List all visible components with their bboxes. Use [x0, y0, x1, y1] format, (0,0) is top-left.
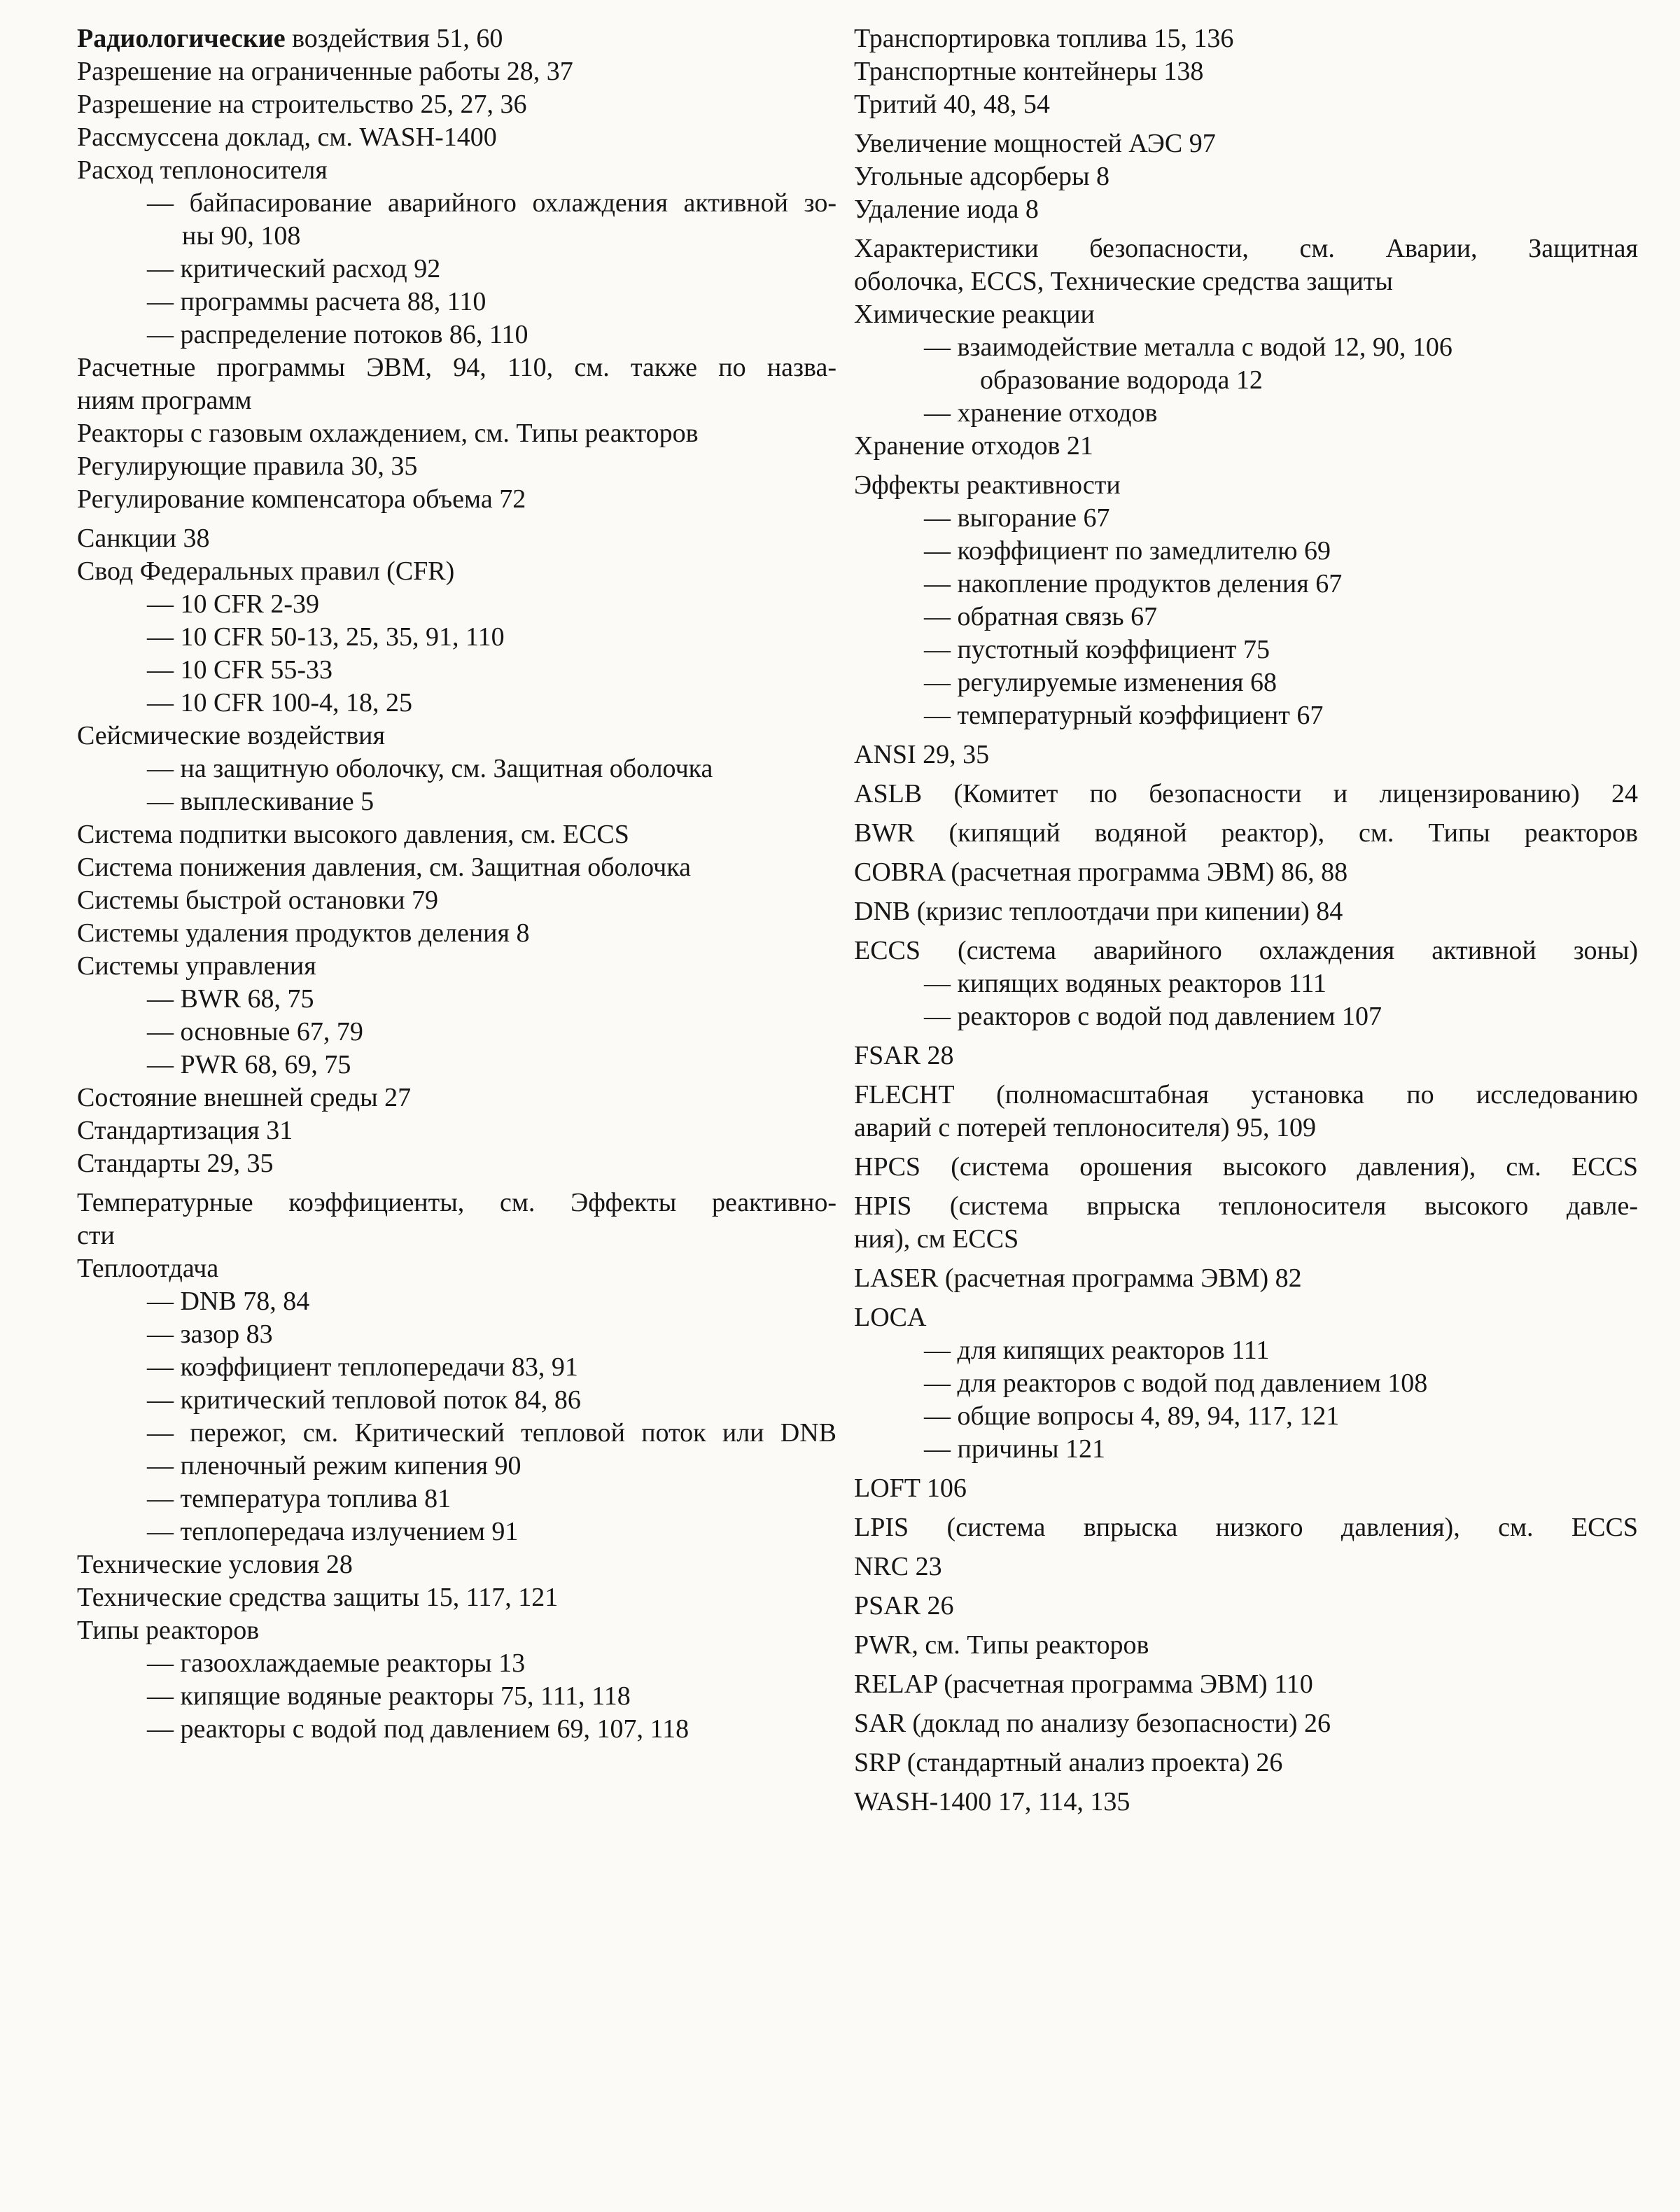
index-subentry	[854, 1000, 1638, 1033]
index-entry	[854, 469, 1638, 502]
index-line: — общие вопросы 4, 89, 94, 117, 121	[924, 1401, 1340, 1431]
index-line: Угольные адсорберы 8	[854, 162, 1110, 191]
index-line: LOFT 106	[854, 1474, 967, 1503]
index-line: — для кипящих реакторов 111	[924, 1336, 1270, 1365]
index-entry	[854, 934, 1638, 967]
index-line: Эффекты реактивности	[854, 470, 1121, 500]
index-line: — критический расход 92	[147, 254, 441, 284]
index-entry	[77, 22, 836, 55]
index-line: — пережог, см. Критический тепловой поток или DNB	[147, 1418, 836, 1448]
index-line: Удаление иода 8	[854, 195, 1039, 224]
index-entry	[854, 1746, 1638, 1779]
index-entry	[854, 232, 1638, 298]
index-subentry	[77, 588, 836, 621]
index-line: ниям программ	[77, 386, 252, 415]
index-entry	[854, 1190, 1638, 1256]
index-subentry	[854, 699, 1638, 732]
index-line: WASH-1400 17, 114, 135	[854, 1787, 1130, 1816]
index-entry	[854, 127, 1638, 160]
index-entry	[854, 738, 1638, 771]
index-line: Состояние внешней среды 27	[77, 1083, 412, 1112]
index-line: Реакторы с газовым охлаждением, см. Типы реакторов	[77, 419, 699, 448]
index-entry	[77, 1581, 836, 1614]
index-subentry	[854, 634, 1638, 666]
index-line: — кипящие водяные реакторы 75, 111, 118	[147, 1681, 631, 1711]
index-subentry	[854, 535, 1638, 568]
index-line: — 10 CFR 50-13, 25, 35, 91, 110	[147, 622, 505, 652]
index-entry	[854, 817, 1638, 850]
index-line: ANSI 29, 35	[854, 740, 990, 769]
index-line: — коэффициент по замедлителю 69	[924, 536, 1331, 566]
index-line: Сейсмические воздействия	[77, 721, 385, 750]
index-line: Увеличение мощностей АЭС 97	[854, 129, 1216, 158]
index-line: — 10 CFR 2-39	[147, 589, 319, 619]
index-subentry	[854, 397, 1638, 430]
index-entry	[77, 1114, 836, 1147]
index-subentry	[77, 687, 836, 720]
index-line: — хранение отходов	[924, 398, 1158, 428]
index-line: PWR, см. Типы реакторов	[854, 1630, 1149, 1660]
index-entry	[77, 555, 836, 588]
index-subentry	[77, 785, 836, 818]
index-line: COBRA (расчетная программа ЭВМ) 86, 88	[854, 858, 1348, 887]
index-entry-lead: Радиологические	[77, 24, 286, 53]
index-line: SAR (доклад по анализу безопасности) 26	[854, 1709, 1331, 1738]
index-entry	[854, 1511, 1638, 1544]
index-entry	[854, 1262, 1638, 1295]
index-line: — выплескивание 5	[147, 787, 374, 816]
index-line: LPIS (система впрыска низкого давления), см. ECCS	[854, 1513, 1638, 1542]
index-subentry	[77, 1680, 836, 1713]
index-subentry	[77, 318, 836, 351]
index-subentry	[854, 568, 1638, 601]
index-line: — зазор 83	[147, 1320, 273, 1349]
index-entry	[77, 154, 836, 187]
index-entry	[77, 88, 836, 121]
index-subentry	[77, 621, 836, 654]
index-entry	[854, 778, 1638, 811]
index-line: NRC 23	[854, 1552, 942, 1581]
index-line: Стандарты 29, 35	[77, 1149, 274, 1178]
index-line: — теплопередача излучением 91	[147, 1517, 519, 1546]
index-line: Рассмуссена доклад, см. WASH-1400	[77, 122, 497, 152]
index-subentry	[854, 1367, 1638, 1400]
index-subentry	[77, 1516, 836, 1548]
index-entry	[77, 1082, 836, 1114]
index-line: — кипящих водяных реакторов 111	[924, 969, 1326, 998]
index-subentry	[854, 1433, 1638, 1466]
index-entry	[854, 1707, 1638, 1740]
index-line: SRP (стандартный анализ проекта) 26	[854, 1748, 1283, 1777]
index-entry	[77, 522, 836, 555]
index-line: Система подпитки высокого давления, см. ECCS	[77, 820, 629, 849]
index-line: ECCS (система аварийного охлаждения активной зоны)	[854, 936, 1638, 965]
index-subentry	[77, 1713, 836, 1746]
index-line: Регулирование компенсатора объема 72	[77, 484, 526, 514]
index-line: — байпасирование аварийного охлаждения активной зо-	[147, 188, 836, 218]
index-subentry	[854, 1400, 1638, 1433]
index-subentry	[77, 1285, 836, 1318]
index-line: Системы управления	[77, 951, 316, 981]
index-subentry	[77, 1016, 836, 1049]
index-line: Разрешение на ограниченные работы 28, 37	[77, 57, 573, 86]
index-line: — выгорание 67	[924, 503, 1110, 533]
index-entry	[854, 1550, 1638, 1583]
index-subentry	[854, 502, 1638, 535]
index-line: аварий с потерей теплоносителя) 95, 109	[854, 1113, 1317, 1142]
index-entry	[854, 1301, 1638, 1334]
index-line: — DNB 78, 84	[147, 1287, 310, 1316]
index-line: Регулирующие правила 30, 35	[77, 451, 418, 481]
index-entry	[77, 818, 836, 851]
index-page	[77, 22, 1638, 1819]
index-line: сти	[77, 1221, 115, 1250]
index-entry	[854, 1079, 1638, 1144]
index-line: Транспортировка топлива 15, 136	[854, 24, 1234, 53]
index-line: LASER (расчетная программа ЭВМ) 82	[854, 1264, 1302, 1293]
index-entry	[77, 1186, 836, 1252]
index-line: — обратная связь 67	[924, 602, 1158, 631]
index-line: — основные 67, 79	[147, 1017, 363, 1046]
index-subentry	[77, 1384, 836, 1417]
index-entry	[854, 856, 1638, 889]
index-line: LOCA	[854, 1303, 927, 1332]
index-subentry	[77, 1049, 836, 1082]
index-line: — взаимодействие металла с водой 12, 90, 106	[924, 332, 1452, 362]
index-entry	[854, 88, 1638, 121]
index-subentry	[77, 253, 836, 286]
index-column-right	[854, 22, 1638, 1819]
index-line: — газоохлаждаемые реакторы 13	[147, 1648, 526, 1678]
index-entry	[77, 851, 836, 884]
index-line: — накопление продуктов деления 67	[924, 569, 1343, 598]
index-subentry	[77, 1647, 836, 1680]
index-line: — регулируемые изменения 68	[924, 668, 1277, 697]
index-line: — пустотный коэффициент 75	[924, 635, 1270, 664]
index-line: — BWR 68, 75	[147, 984, 314, 1014]
index-line: RELAP (расчетная программа ЭВМ) 110	[854, 1670, 1313, 1699]
index-line: — коэффициент теплопередачи 83, 91	[147, 1352, 578, 1382]
index-entry	[854, 430, 1638, 463]
index-line: Технические средства защиты 15, 117, 121	[77, 1583, 559, 1612]
index-line: — реакторов с водой под давлением 107	[924, 1002, 1382, 1031]
index-line: Транспортные контейнеры 138	[854, 57, 1204, 86]
index-subentry	[77, 1483, 836, 1516]
index-subentry	[77, 286, 836, 318]
index-line: Химические реакции	[854, 300, 1095, 329]
index-line: образование водорода 12	[980, 365, 1263, 395]
index-line: BWR (кипящий водяной реактор), см. Типы реакторов	[854, 818, 1638, 848]
index-line: — причины 121	[924, 1434, 1105, 1464]
index-column-left	[77, 22, 836, 1819]
index-entry	[854, 22, 1638, 55]
index-entry	[854, 1472, 1638, 1505]
index-line: — температура топлива 81	[147, 1484, 451, 1513]
index-entry	[77, 950, 836, 983]
index-line: Расчетные программы ЭВМ, 94, 110, см. также по назва-	[77, 353, 836, 382]
index-line: Система понижения давления, см. Защитная оболочка	[77, 853, 691, 882]
index-line: Санкции 38	[77, 524, 210, 553]
index-line: Свод Федеральных правил (CFR)	[77, 556, 455, 586]
index-subentry	[854, 967, 1638, 1000]
index-subentry	[854, 601, 1638, 634]
index-line: Типы реакторов	[77, 1616, 260, 1645]
index-line: — программы расчета 88, 110	[147, 287, 486, 316]
index-subentry	[77, 1417, 836, 1450]
index-line: HPCS (система орошения высокого давления), см. ECCS	[854, 1152, 1638, 1182]
index-entry	[854, 1040, 1638, 1072]
index-line: Радиологические воздействия 51, 60	[77, 24, 503, 53]
index-line: FLECHT (полномасштабная установка по исследованию	[854, 1080, 1638, 1110]
index-line: Стандартизация 31	[77, 1116, 293, 1145]
index-entry	[77, 1252, 836, 1285]
index-entry	[854, 160, 1638, 193]
index-line: Технические условия 28	[77, 1550, 353, 1579]
index-entry	[854, 1151, 1638, 1184]
index-line: ны 90, 108	[182, 221, 301, 251]
index-line: FSAR 28	[854, 1041, 954, 1070]
index-entry	[854, 1629, 1638, 1662]
index-entry	[854, 1590, 1638, 1623]
index-line: PSAR 26	[854, 1591, 954, 1620]
index-subentry	[77, 187, 836, 253]
index-subentry	[77, 1351, 836, 1384]
index-entry	[854, 895, 1638, 928]
index-entry	[77, 1614, 836, 1647]
index-line: — для реакторов с водой под давлением 108	[924, 1368, 1428, 1398]
index-entry	[77, 351, 836, 417]
index-line: ния), см ECCS	[854, 1224, 1019, 1254]
index-entry	[77, 55, 836, 88]
index-line: — реакторы с водой под давлением 69, 107, 118	[147, 1714, 690, 1744]
index-entry	[77, 1147, 836, 1180]
index-entry	[854, 193, 1638, 226]
index-entry	[77, 917, 836, 950]
index-line: DNB (кризис теплоотдачи при кипении) 84	[854, 897, 1343, 926]
index-entry	[854, 1668, 1638, 1701]
index-subentry	[854, 331, 1638, 364]
index-line: — 10 CFR 100-4, 18, 25	[147, 688, 412, 718]
index-line: Температурные коэффициенты, см. Эффекты реактивно-	[77, 1188, 836, 1217]
index-subentry	[77, 1318, 836, 1351]
index-line: — температурный коэффициент 67	[924, 701, 1324, 730]
index-line: оболочка, ECCS, Технические средства защиты	[854, 267, 1393, 296]
index-subentry	[77, 983, 836, 1016]
index-line: Расход теплоносителя	[77, 155, 328, 185]
index-line: HPIS (система впрыска теплоносителя высокого давле-	[854, 1191, 1638, 1221]
index-line: ASLB (Комитет по безопасности и лицензированию) 24	[854, 779, 1638, 808]
index-subentry	[854, 1334, 1638, 1367]
index-entry	[77, 720, 836, 752]
index-line: — пленочный режим кипения 90	[147, 1451, 522, 1480]
index-line: — на защитную оболочку, см. Защитная оболочка	[147, 754, 713, 783]
index-line: Теплоотдача	[77, 1254, 219, 1283]
index-line: Характеристики безопасности, см. Аварии, Защитная	[854, 234, 1638, 263]
index-line: — 10 CFR 55-33	[147, 655, 332, 685]
index-entry	[77, 483, 836, 516]
index-entry	[77, 884, 836, 917]
index-entry	[77, 121, 836, 154]
index-entry	[854, 1786, 1638, 1819]
index-line: Системы удаления продуктов деления 8	[77, 918, 530, 948]
index-line: — критический тепловой поток 84, 86	[147, 1385, 581, 1415]
index-line: — PWR 68, 69, 75	[147, 1050, 351, 1079]
index-line: Тритий 40, 48, 54	[854, 90, 1050, 119]
index-line: Разрешение на строительство 25, 27, 36	[77, 90, 527, 119]
index-subentry	[77, 1450, 836, 1483]
index-entry	[77, 417, 836, 450]
index-subentry	[854, 364, 1638, 397]
index-entry	[854, 298, 1638, 331]
index-entry	[854, 55, 1638, 88]
index-line: Хранение отходов 21	[854, 431, 1093, 461]
index-entry	[77, 1548, 836, 1581]
index-entry	[77, 450, 836, 483]
index-line: — распределение потоков 86, 110	[147, 320, 528, 349]
index-line: Системы быстрой остановки 79	[77, 886, 439, 915]
index-subentry	[77, 752, 836, 785]
index-subentry	[77, 654, 836, 687]
index-subentry	[854, 666, 1638, 699]
